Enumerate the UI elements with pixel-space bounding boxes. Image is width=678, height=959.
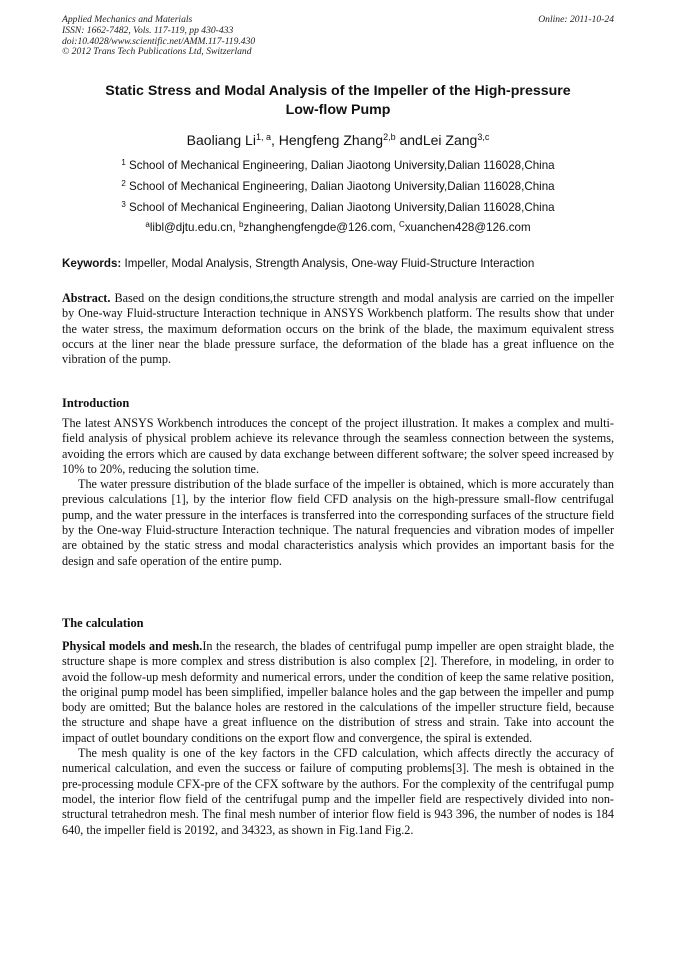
affiliation-marker: 3 xyxy=(121,200,126,209)
author-separator: , xyxy=(270,132,279,148)
introduction-section xyxy=(62,416,614,569)
affiliation-text: School of Mechanical Engineering, Dalian Jiaotong University,Dalian 116028,China xyxy=(125,180,555,193)
subsection-label: Physical models and mesh. xyxy=(62,639,203,653)
author-list xyxy=(62,131,614,149)
title-line-2: Low-flow Pump xyxy=(285,102,391,118)
email-b: zhanghengfengde@126.com, xyxy=(243,221,399,234)
affiliation xyxy=(62,197,614,218)
doi-line: doi:10.4028/www.scientific.net/AMM.117-119.430 xyxy=(62,35,256,47)
affiliation-list xyxy=(62,155,614,218)
keywords-label: Keywords: xyxy=(62,257,122,270)
online-date: Online: 2011-10-24 xyxy=(538,14,614,25)
calculation-section xyxy=(62,639,614,838)
author-3-affil: 3,c xyxy=(477,132,490,142)
abstract xyxy=(62,291,614,367)
journal-header xyxy=(62,15,255,58)
affiliation-text: School of Mechanical Engineering, Dalian Jiaotong University,Dalian 116028,China xyxy=(125,201,555,214)
email-a: libl@djtu.edu.cn, xyxy=(149,221,239,234)
issn-line: ISSN: 1662-7482, Vols. 117-119, pp 430-433 xyxy=(62,24,234,36)
introduction-heading: Introduction xyxy=(62,396,130,410)
copyright-line: © 2012 Trans Tech Publications Ltd, Switzerland xyxy=(62,46,252,58)
keywords xyxy=(62,256,614,272)
affiliation xyxy=(62,176,614,197)
calculation-paragraph-2: The mesh quality is one of the key factors in the CFD calculation, which affects directly the accuracy of numerical calculation, and even the success or failure of computing problems[3]. The mesh is obtained in the pre-processing module CFX-pre of the CFX software by the authors. For the complexity of the centrifugal pump model, the interior flow field of the centrifugal pump and the impeller field are respectively divided into non-structural tetrahedron mesh. The final mesh number of interior flow field is 943 396, the number of nodes is 184 640, the impeller field is 20192, and 34323, as shown in Fig.1and Fig.2. xyxy=(62,746,614,837)
author-1-affil: 1, a xyxy=(255,132,271,142)
email-marker: b xyxy=(238,220,244,229)
abstract-text: Based on the design conditions,the structure strength and modal analysis are carried on the impeller by One-way Fluid-structure Interaction technique in ANSYS Workbench platform. The results show that under the water stress, the maximum deformation occurs on the brink of the blade, the maximum equivalent stress occurs at the liner near the blade pressure surface, the deformation of the blade has a great influence on the vibration of the pump. xyxy=(62,291,614,367)
journal-name: Applied Mechanics and Materials xyxy=(62,14,193,25)
paper-title xyxy=(62,82,614,120)
calculation-paragraph-1-text: In the research, the blades of centrifugal pump impeller are open straight blade, the structure shape is more complex and stress distribution is also complex [2]. Therefore, in modeling, in order to avoid the follow-up mesh deformity and numerical errors, under the condition of keep the same relative position, the original pump model has been simplified, impeller balance holes and the gap between the impeller and pump body are omitted; But the balance holes are restored in the calculations of the impeller structure field, because the structure and shape have a great influence on the distribution of stress and strain. Take into account the impact of outlet boundary conditions on the export flow and convergence, the spiral is extended. xyxy=(62,639,614,745)
affiliation-text: School of Mechanical Engineering, Dalian Jiaotong University,Dalian 116028,China xyxy=(125,159,555,172)
author-3-name: Lei Zang xyxy=(422,132,478,148)
author-emails xyxy=(62,219,614,237)
calculation-heading: The calculation xyxy=(62,616,144,630)
affiliation-marker: 1 xyxy=(121,158,126,167)
title-line-1: Static Stress and Modal Analysis of the Impeller of the High-pressure xyxy=(105,83,571,99)
email-marker: a xyxy=(145,220,150,229)
email-c: xuanchen428@126.com xyxy=(404,221,531,234)
author-2-name: Hengfeng Zhang xyxy=(278,132,384,148)
keywords-text: Impeller, Modal Analysis, Strength Analysis, One-way Fluid-Structure Interaction xyxy=(121,257,535,270)
author-2-affil: 2,b xyxy=(383,132,396,142)
affiliation-marker: 2 xyxy=(121,179,126,188)
introduction-paragraph-1: The latest ANSYS Workbench introduces the concept of the project illustration. It makes a complex and multi-field analysis of physical problem achieve its relevance through the seamless connection between the systems, avoiding the errors which are caused by data exchange between different software; the solver speed increased by 10% to 20%, reducing the solution time. xyxy=(62,416,614,476)
email-marker: C xyxy=(398,220,405,229)
author-separator: and xyxy=(395,132,423,148)
affiliation xyxy=(62,155,614,176)
abstract-paragraph xyxy=(62,291,614,367)
abstract-label: Abstract. xyxy=(62,291,111,305)
author-1-name: Baoliang Li xyxy=(186,132,256,148)
calculation-paragraph-1 xyxy=(62,639,614,746)
introduction-paragraph-2: The water pressure distribution of the blade surface of the impeller is obtained, which is more accurately than previous calculations [1], by the interior flow field CFD analysis on the high-pressure small-flow centrifugal pump, and the water pressure in the interfaces is transferred into the corresponding surfaces of the structure field by the One-way Fluid-structure Interaction technique. The natural frequencies and vibration modes of impeller are obtained by the static stress and modal characteristics analysis which provides an important basis for the design and safe operation of the entire pump. xyxy=(62,477,614,568)
